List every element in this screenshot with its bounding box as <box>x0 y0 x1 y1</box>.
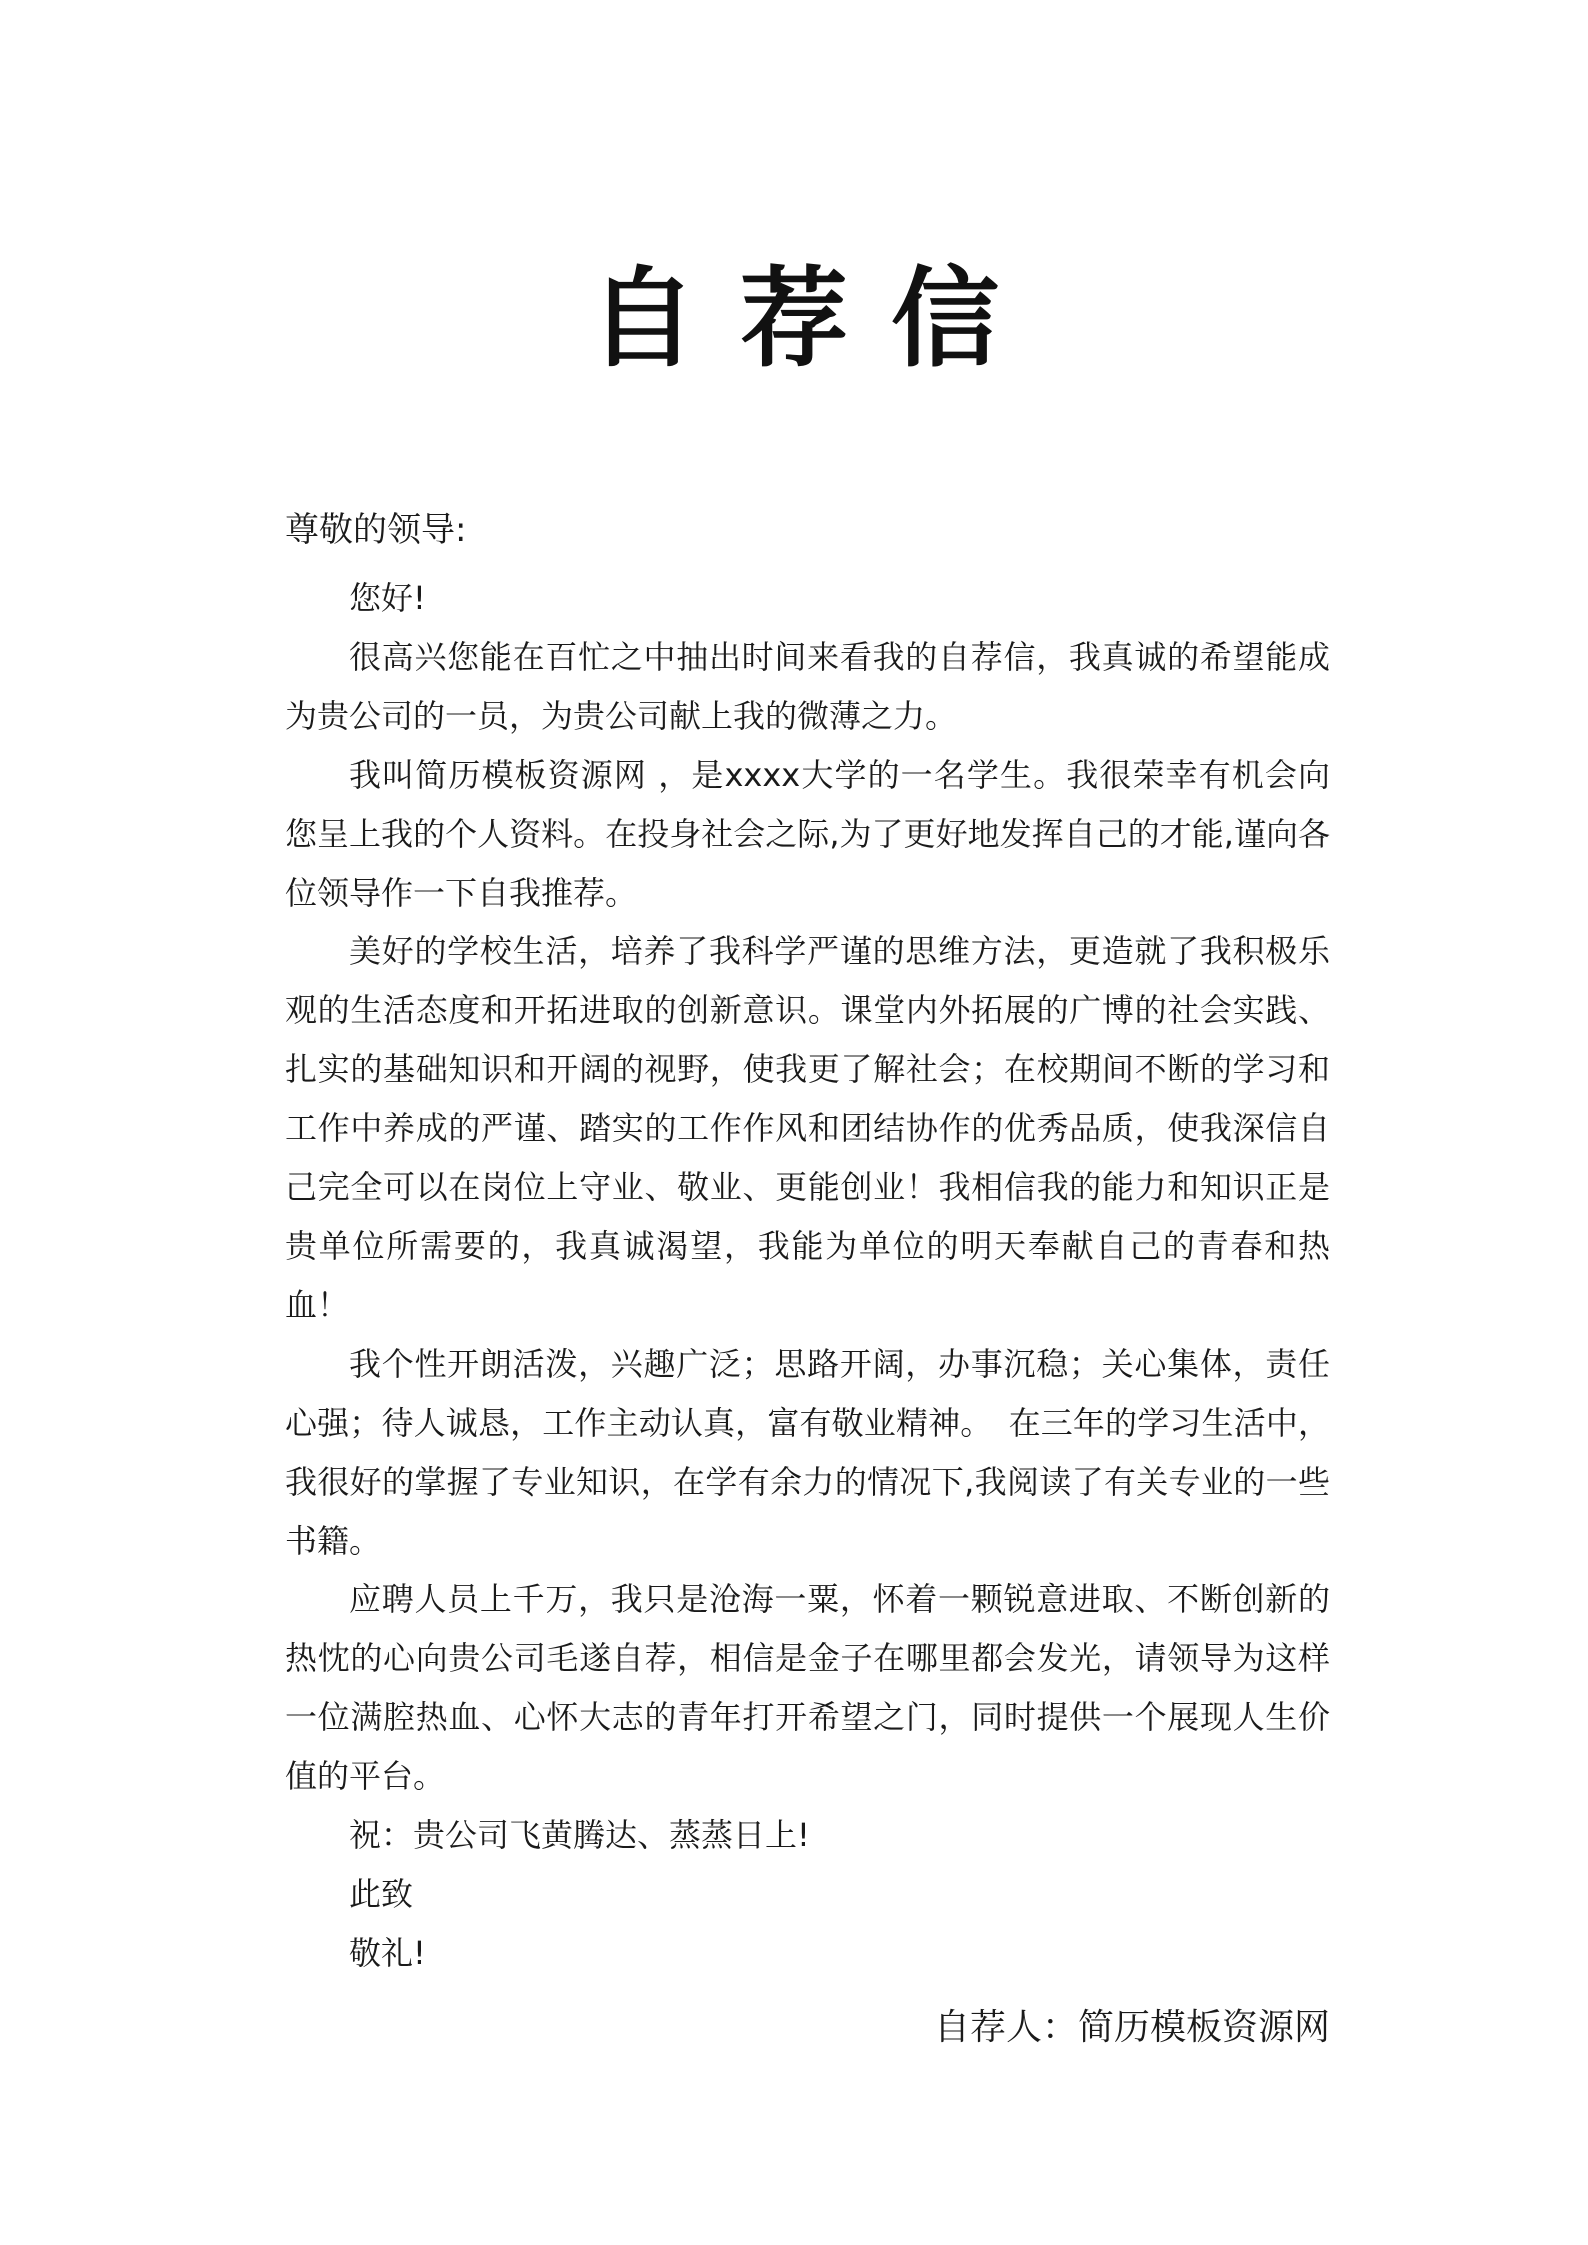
self-introduction-paragraph: 我叫简历模板资源网 ，是xxxx大学的一名学生。我很荣幸有机会向您呈上我的个人资料。在投身社会之际,为了更好地发挥自己的才能,谨向各位领导作一下自我推荐。 <box>285 755 1330 912</box>
greeting-paragraph: 您好! <box>349 579 426 617</box>
signature: 自荐人：简历模板资源网 <box>933 2007 1330 2048</box>
salute-line: 敬礼! <box>349 1933 426 1972</box>
regards-line: 此致 <box>349 1874 414 1913</box>
closing-appeal-paragraph: 应聘人员上千万，我只是沧海一粟，怀着一颗锐意进取、不断创新的热忱的心向贵公司毛遂自荐，相信是金子在哪里都会发光，请领导为这样一位满腔热血、心怀大志的青年打开希望之门，同时提供一个展现人生价值的平台。 <box>285 1580 1330 1796</box>
intro-paragraph: 很高兴您能在百忙之中抽出时间来看我的自荐信，我真诚的希望能成为贵公司的一员，为贵公司献上我的微薄之力。 <box>285 637 1330 735</box>
salutation: 尊敬的领导: <box>285 510 467 550</box>
document-title: 自荐信 <box>588 257 1043 382</box>
personality-paragraph: 我个性开朗活泼，兴趣广泛；思路开阔，办事沉稳；关心集体，责任心强；待人诚恳，工作主动认真，富有敬业精神。 在三年的学习生活中，我很好的掌握了专业知识，在学有余力的情况下,我阅读了有关专业的一些书籍。 <box>285 1344 1330 1560</box>
letter-body <box>285 500 1330 1983</box>
wishes-line: 祝：贵公司飞黄腾达、蒸蒸日上! <box>349 1816 810 1855</box>
school-life-paragraph: 美好的学校生活，培养了我科学严谨的思维方法，更造就了我积极乐观的生活态度和开拓进取的创新意识。课堂内外拓展的广博的社会实践、扎实的基础知识和开阔的视野，使我更了解社会；在校期间不断的学习和工作中养成的严谨、踏实的工作作风和团结协作的优秀品质，使我深信自己完全可以在岗位上守业、敬业、更能创业！我相信我的能力和知识正是贵单位所需要的，我真诚渴望，我能为单位的明天奉献自己的青春和热血！ <box>285 932 1330 1324</box>
